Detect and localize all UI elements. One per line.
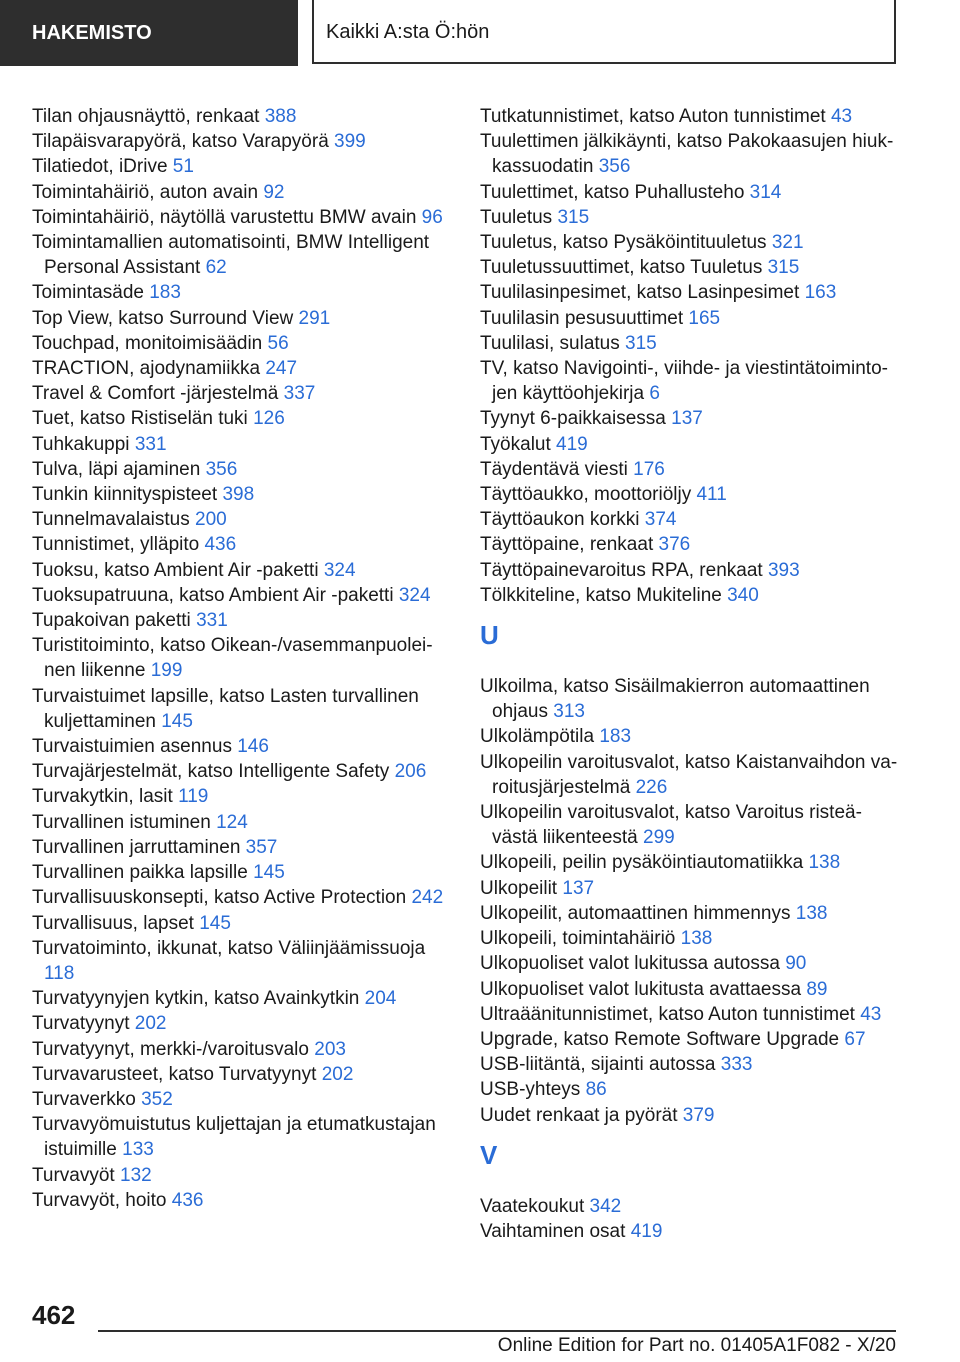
page-link[interactable]: 62 <box>205 257 227 279</box>
index-entry <box>480 230 900 255</box>
page-link[interactable]: 138 <box>795 902 828 924</box>
index-letter-v: V <box>480 1139 498 1170</box>
index-entry <box>480 482 900 507</box>
index-entry-text: Tuulettimet, katso Puhallusteho <box>480 181 745 203</box>
index-entry <box>32 1011 452 1036</box>
page-link[interactable]: 204 <box>364 988 397 1010</box>
index-entry-text: Ulkolämpötila <box>480 726 595 748</box>
index-entry-text: Tilatiedot, iDrive <box>32 156 168 178</box>
page-link[interactable]: 388 <box>264 106 297 127</box>
index-entry-text: Turvatyynyt <box>32 1013 130 1035</box>
index-entry-text: Tuuletus <box>480 206 553 228</box>
page-link[interactable]: 138 <box>808 852 841 874</box>
page-link[interactable]: 199 <box>150 660 183 682</box>
page-link[interactable]: 313 <box>553 701 585 723</box>
index-entry <box>480 180 900 205</box>
page-link[interactable]: 337 <box>283 383 316 405</box>
index-entry-text: USB-yhteys <box>480 1079 581 1101</box>
page-link[interactable]: 324 <box>398 584 431 606</box>
index-entry <box>32 432 452 457</box>
page-link[interactable]: 200 <box>195 509 227 531</box>
index-entry-text: Tyynyt 6-paikkaisessa <box>480 408 666 430</box>
index-entry-text: Työkalut <box>480 433 551 455</box>
index-entry <box>32 1087 452 1112</box>
index-entry-text: Ulkopeilit <box>480 877 558 899</box>
page-link[interactable]: 352 <box>141 1088 173 1110</box>
page-link[interactable]: 299 <box>643 827 675 849</box>
index-entry-text: TRACTION, ajodynamiikka <box>32 358 261 380</box>
page-link[interactable]: 331 <box>134 433 167 455</box>
index-entry-text: Toimintamallien automatisointi, BMW Intelligent Personal Assistant <box>32 232 430 279</box>
index-entry-text: Turvatoiminto, ikkunat, katso Väliinjäämissuoja <box>32 937 426 959</box>
page-link[interactable]: 315 <box>557 206 590 228</box>
index-column-right <box>480 104 900 1244</box>
index-entry-text: Täydentävä viesti <box>480 458 628 480</box>
page-link[interactable]: 96 <box>421 206 443 228</box>
page-link[interactable]: 324 <box>323 559 356 581</box>
page-link[interactable]: 203 <box>314 1038 346 1060</box>
page-number: 462 <box>32 1300 76 1330</box>
index-entry <box>480 306 900 331</box>
index-entry-text: Uudet renkaat ja pyörät <box>480 1104 678 1126</box>
index-entry <box>32 507 452 532</box>
page-link[interactable]: 202 <box>321 1063 354 1085</box>
index-entry-text: Tuulettimen jälkikäynti, katso Pakokaasujen hiukkassuodatin <box>480 131 894 178</box>
page-link[interactable]: 226 <box>635 776 668 798</box>
index-entry <box>32 532 452 557</box>
page-link[interactable]: 331 <box>196 610 228 632</box>
index-entry <box>480 280 900 305</box>
index-entry <box>480 356 900 406</box>
page-link[interactable]: 118 <box>44 962 75 984</box>
index-entry-text: Ulkopeilit, automaattinen himmennys <box>480 902 791 924</box>
index-entry-text: Turvavyöt, hoito <box>32 1189 167 1211</box>
index-entry <box>32 180 452 205</box>
index-entry-text: Turistitoiminto, katso Oikean-/vasemmanpuoleinen liikenne <box>32 635 433 682</box>
page-link[interactable]: 315 <box>625 332 657 354</box>
index-entry-text: Turvavyöt <box>32 1164 115 1186</box>
footer-edition: Online Edition for Part no. 01405A1F082 - X/20 <box>497 1335 896 1356</box>
index-entry <box>32 885 452 910</box>
index-entry <box>480 406 900 431</box>
index-entry <box>480 104 900 129</box>
index-entry-text: Turvallinen jarruttaminen <box>32 836 241 858</box>
index-entry <box>32 482 452 507</box>
index-entry <box>32 230 452 280</box>
index-entry-text: Travel & Comfort -järjestelmä <box>32 383 279 405</box>
index-entry-text: Tölkkiteline, katso Mukiteline <box>480 584 722 606</box>
index-entry-text: Toimintasäde <box>32 282 144 304</box>
index-entry <box>480 507 900 532</box>
index-entry <box>480 1052 900 1077</box>
index-entry-text: Top View, katso Surround View <box>32 307 294 329</box>
index-entry <box>32 810 452 835</box>
index-entry <box>480 1194 900 1219</box>
page-link[interactable]: 202 <box>134 1013 167 1035</box>
index-letter-u: U <box>480 620 499 651</box>
page-link[interactable]: 119 <box>178 786 209 808</box>
index-entry <box>480 876 900 901</box>
page-link[interactable]: 126 <box>253 408 285 430</box>
page-link[interactable]: 398 <box>222 484 255 506</box>
page-link[interactable]: 165 <box>688 307 721 329</box>
index-entry <box>32 1188 452 1213</box>
page-link[interactable]: 124 <box>216 811 248 833</box>
index-entry <box>480 800 900 850</box>
index-entry-text: Ulkopeilin varoitusvalot, katso Varoitus risteävästä liikenteestä <box>480 802 862 849</box>
index-entry <box>32 1112 452 1162</box>
page-link[interactable]: 137 <box>562 877 595 899</box>
index-entry <box>480 926 900 951</box>
index-entry <box>32 356 452 381</box>
index-entry <box>32 306 452 331</box>
index-entry-text: Turvavarusteet, katso Turvatyynyt <box>32 1063 317 1085</box>
index-entry-text: Tuulilasinpesimet, katso Lasinpesimet <box>480 282 800 304</box>
index-entry <box>32 608 452 633</box>
page-link[interactable]: 86 <box>585 1079 607 1101</box>
index-entry-text: Ulkopuoliset valot lukitusta avattaessa <box>480 978 802 1000</box>
index-entry-text: Turvakytkin, lasit <box>32 786 173 808</box>
section-subtitle: Kaikki A:sta Ö:hön <box>312 0 896 64</box>
index-group-t <box>480 104 900 608</box>
index-entry <box>32 986 452 1011</box>
index-entry <box>480 850 900 875</box>
index-entry-text: Ultraäänitunnistimet, katso Auton tunnistimet <box>480 1003 855 1025</box>
index-entry <box>480 901 900 926</box>
index-entry-text: Tulva, läpi ajaminen <box>32 458 201 480</box>
page-link[interactable]: 242 <box>411 887 444 909</box>
page-link[interactable]: 90 <box>785 953 807 975</box>
index-entry-text: USB-liitäntä, sijainti autossa <box>480 1054 716 1076</box>
index-entry <box>480 1103 900 1128</box>
index-entry-text: Turvallisuuskonsepti, katso Active Protection <box>32 887 407 909</box>
index-entry <box>32 734 452 759</box>
index-entry-text: Vaatekoukut <box>480 1195 585 1217</box>
page-link[interactable]: 67 <box>844 1028 866 1050</box>
page-link[interactable]: 379 <box>682 1104 715 1126</box>
index-entry-text: Toimintahäiriö, näytöllä varustettu BMW avain <box>32 206 417 228</box>
index-entry-text: Toimintahäiriö, auton avain <box>32 181 259 203</box>
index-entry <box>32 1163 452 1188</box>
page-link[interactable]: 133 <box>122 1139 154 1161</box>
index-entry <box>32 1062 452 1087</box>
index-entry <box>32 381 452 406</box>
index-entry-text: Touchpad, monitoimisäädin <box>32 332 263 354</box>
index-entry <box>32 104 452 129</box>
index-entry-text: Turvaverkko <box>32 1088 136 1110</box>
page-link[interactable]: 43 <box>830 106 853 127</box>
page-link[interactable]: 399 <box>334 131 366 153</box>
index-entry-text: Turvallisuus, lapset <box>32 912 194 934</box>
index-entry-text: Turvatyynyjen kytkin, katso Avainkytkin <box>32 988 360 1010</box>
page-link[interactable]: 92 <box>263 181 285 203</box>
index-entry-text: Turvallinen istuminen <box>32 811 211 833</box>
index-entry <box>32 558 452 583</box>
index-entry <box>480 1027 900 1052</box>
index-entry-text: Turvallinen paikka lapsille <box>32 862 248 884</box>
page-link[interactable]: 163 <box>804 282 837 304</box>
index-entry <box>32 583 452 608</box>
index-entry-text: Vaihtaminen osat <box>480 1220 626 1242</box>
page-link[interactable]: 145 <box>199 912 231 934</box>
index-entry <box>32 406 452 431</box>
index-entry <box>32 911 452 936</box>
page-link[interactable]: 340 <box>727 584 759 606</box>
index-entry-text: Täyttöaukon korkki <box>480 509 640 531</box>
index-entry <box>32 759 452 784</box>
index-entry-text: Turvaistuimet lapsille, katso Lasten turvallinen kuljettaminen <box>32 685 419 732</box>
index-entry-text: Tuhkakuppi <box>32 433 130 455</box>
index-column-left <box>32 104 452 1213</box>
page-link[interactable]: 356 <box>205 458 238 480</box>
index-entry-text: Tuoksupatruuna, katso Ambient Air -paketti <box>32 584 394 606</box>
index-entry-text: Tuulilasin pesusuuttimet <box>480 307 684 329</box>
index-entry <box>32 684 452 734</box>
index-entry <box>32 835 452 860</box>
index-entry-text: Tuulilasi, sulatus <box>480 332 620 354</box>
page-link[interactable]: 314 <box>749 181 782 203</box>
index-entry <box>32 129 452 154</box>
page-header <box>0 0 960 66</box>
index-entry <box>32 633 452 683</box>
index-entry <box>480 432 900 457</box>
index-entry <box>480 583 900 608</box>
index-entry <box>32 860 452 885</box>
index-entry-text: Turvajärjestelmät, katso Intelligente Safety <box>32 761 390 783</box>
page-link[interactable]: 411 <box>696 484 727 506</box>
page-link[interactable]: 145 <box>161 710 193 732</box>
index-entry <box>480 750 900 800</box>
page-link[interactable]: 132 <box>120 1164 152 1186</box>
index-entry <box>32 331 452 356</box>
index-entry-text: Täyttöpainevaroitus RPA, renkaat <box>480 559 763 581</box>
index-entry-text: Täyttöpaine, renkaat <box>480 534 654 556</box>
index-entry-text: Turvaistuimien asennus <box>32 736 232 758</box>
page-link[interactable]: 6 <box>649 383 660 405</box>
index-entry-text: Upgrade, katso Remote Software Upgrade <box>480 1028 840 1050</box>
index-entry-text: Ulkopeilin varoitusvalot, katso Kaistanvaihdon varoitusjärjestelmä <box>480 751 898 798</box>
index-entry-text: Tupakoivan paketti <box>32 610 191 632</box>
index-entry <box>480 457 900 482</box>
index-entry <box>480 1219 900 1244</box>
page-link[interactable]: 356 <box>598 156 631 178</box>
index-entry-text: Tilan ohjausnäyttö, renkaat <box>32 106 260 127</box>
index-entry <box>480 255 900 280</box>
index-entry-text: Tunnistimet, ylläpito <box>32 534 200 556</box>
page-link[interactable]: 138 <box>680 928 713 950</box>
index-entry <box>480 331 900 356</box>
page-link[interactable]: 176 <box>633 458 665 480</box>
index-group-v <box>480 1194 900 1244</box>
page-link[interactable]: 436 <box>204 534 237 556</box>
index-entry <box>32 936 452 986</box>
page-link[interactable]: 43 <box>860 1003 882 1025</box>
page-link[interactable]: 146 <box>237 736 269 758</box>
section-tab[interactable]: HAKEMISTO <box>0 0 298 66</box>
page-link[interactable]: 436 <box>171 1189 204 1211</box>
footer-divider <box>98 1330 896 1332</box>
index-group-u <box>480 674 900 1128</box>
page-link[interactable]: 357 <box>245 836 278 858</box>
index-entry-text: Täyttöaukko, moottoriöljy <box>480 484 692 506</box>
index-entry <box>480 724 900 749</box>
index-entry <box>32 784 452 809</box>
index-entry-text: Ulkopuoliset valot lukitussa autossa <box>480 953 780 975</box>
page-link[interactable]: 291 <box>298 307 331 329</box>
index-entry <box>32 280 452 305</box>
page-link[interactable]: 137 <box>671 408 703 430</box>
index-entry-text: Ulkopeili, peilin pysäköintiautomatiikka <box>480 852 804 874</box>
page-link[interactable]: 183 <box>149 282 181 304</box>
page-link[interactable]: 333 <box>720 1054 753 1076</box>
index-entry <box>32 154 452 179</box>
index-entry-text: Tilapäisvarapyörä, katso Varapyörä <box>32 131 329 153</box>
index-entry-text: Ulkopeili, toimintahäiriö <box>480 928 676 950</box>
index-entry-text: Tunkin kiinnityspisteet <box>32 484 218 506</box>
index-entry <box>32 1037 452 1062</box>
page-link[interactable]: 145 <box>253 862 285 884</box>
index-entry <box>480 674 900 724</box>
index-entry-text: Tuoksu, katso Ambient Air -paketti <box>32 559 319 581</box>
index-entry <box>480 977 900 1002</box>
page-link[interactable]: 393 <box>767 559 800 581</box>
page-link[interactable]: 89 <box>806 978 828 1000</box>
page-link[interactable]: 56 <box>267 332 289 354</box>
index-entry-text: TV, katso Navigointi-, viihde- ja viestintätoimintojen käyttöohjekirja <box>480 358 888 405</box>
index-entry-text: Tunnelmavalaistus <box>32 509 190 531</box>
page-link[interactable]: 315 <box>767 257 800 279</box>
index-entry-text: Tuuletussuuttimet, katso Tuuletus <box>480 257 763 279</box>
index-entry-text: Tutkatunnistimet, katso Auton tunnistimet <box>480 106 826 127</box>
index-entry <box>480 558 900 583</box>
page-link[interactable]: 206 <box>394 761 427 783</box>
index-entry <box>480 1002 900 1027</box>
index-entry-text: Tuet, katso Ristiselän tuki <box>32 408 248 430</box>
page-link[interactable]: 376 <box>658 534 691 556</box>
index-entry-text: Ulkoilma, katso Sisäilmakierron automaattinen ohjaus <box>480 676 870 723</box>
index-entry-text: Turvavyömuistutus kuljettajan ja etumatkustajan istuimille <box>32 1114 436 1161</box>
page-link[interactable]: 374 <box>644 509 677 531</box>
page-link[interactable]: 321 <box>771 232 804 254</box>
index-entry-text: Turvatyynyt, merkki-/varoitusvalo <box>32 1038 309 1060</box>
index-entry <box>480 205 900 230</box>
index-entry <box>480 1077 900 1102</box>
index-entry <box>480 129 900 179</box>
page-link[interactable]: 183 <box>599 726 632 748</box>
page-link[interactable]: 419 <box>630 1220 663 1242</box>
page-link[interactable]: 342 <box>589 1195 622 1217</box>
index-entry <box>32 205 452 230</box>
page-link[interactable]: 247 <box>265 358 298 380</box>
index-entry <box>32 457 452 482</box>
index-entry <box>480 951 900 976</box>
page-link[interactable]: 51 <box>172 156 194 178</box>
page-link[interactable]: 419 <box>556 433 588 455</box>
index-entry-text: Tuuletus, katso Pysäköintituuletus <box>480 232 767 254</box>
index-entry <box>480 532 900 557</box>
